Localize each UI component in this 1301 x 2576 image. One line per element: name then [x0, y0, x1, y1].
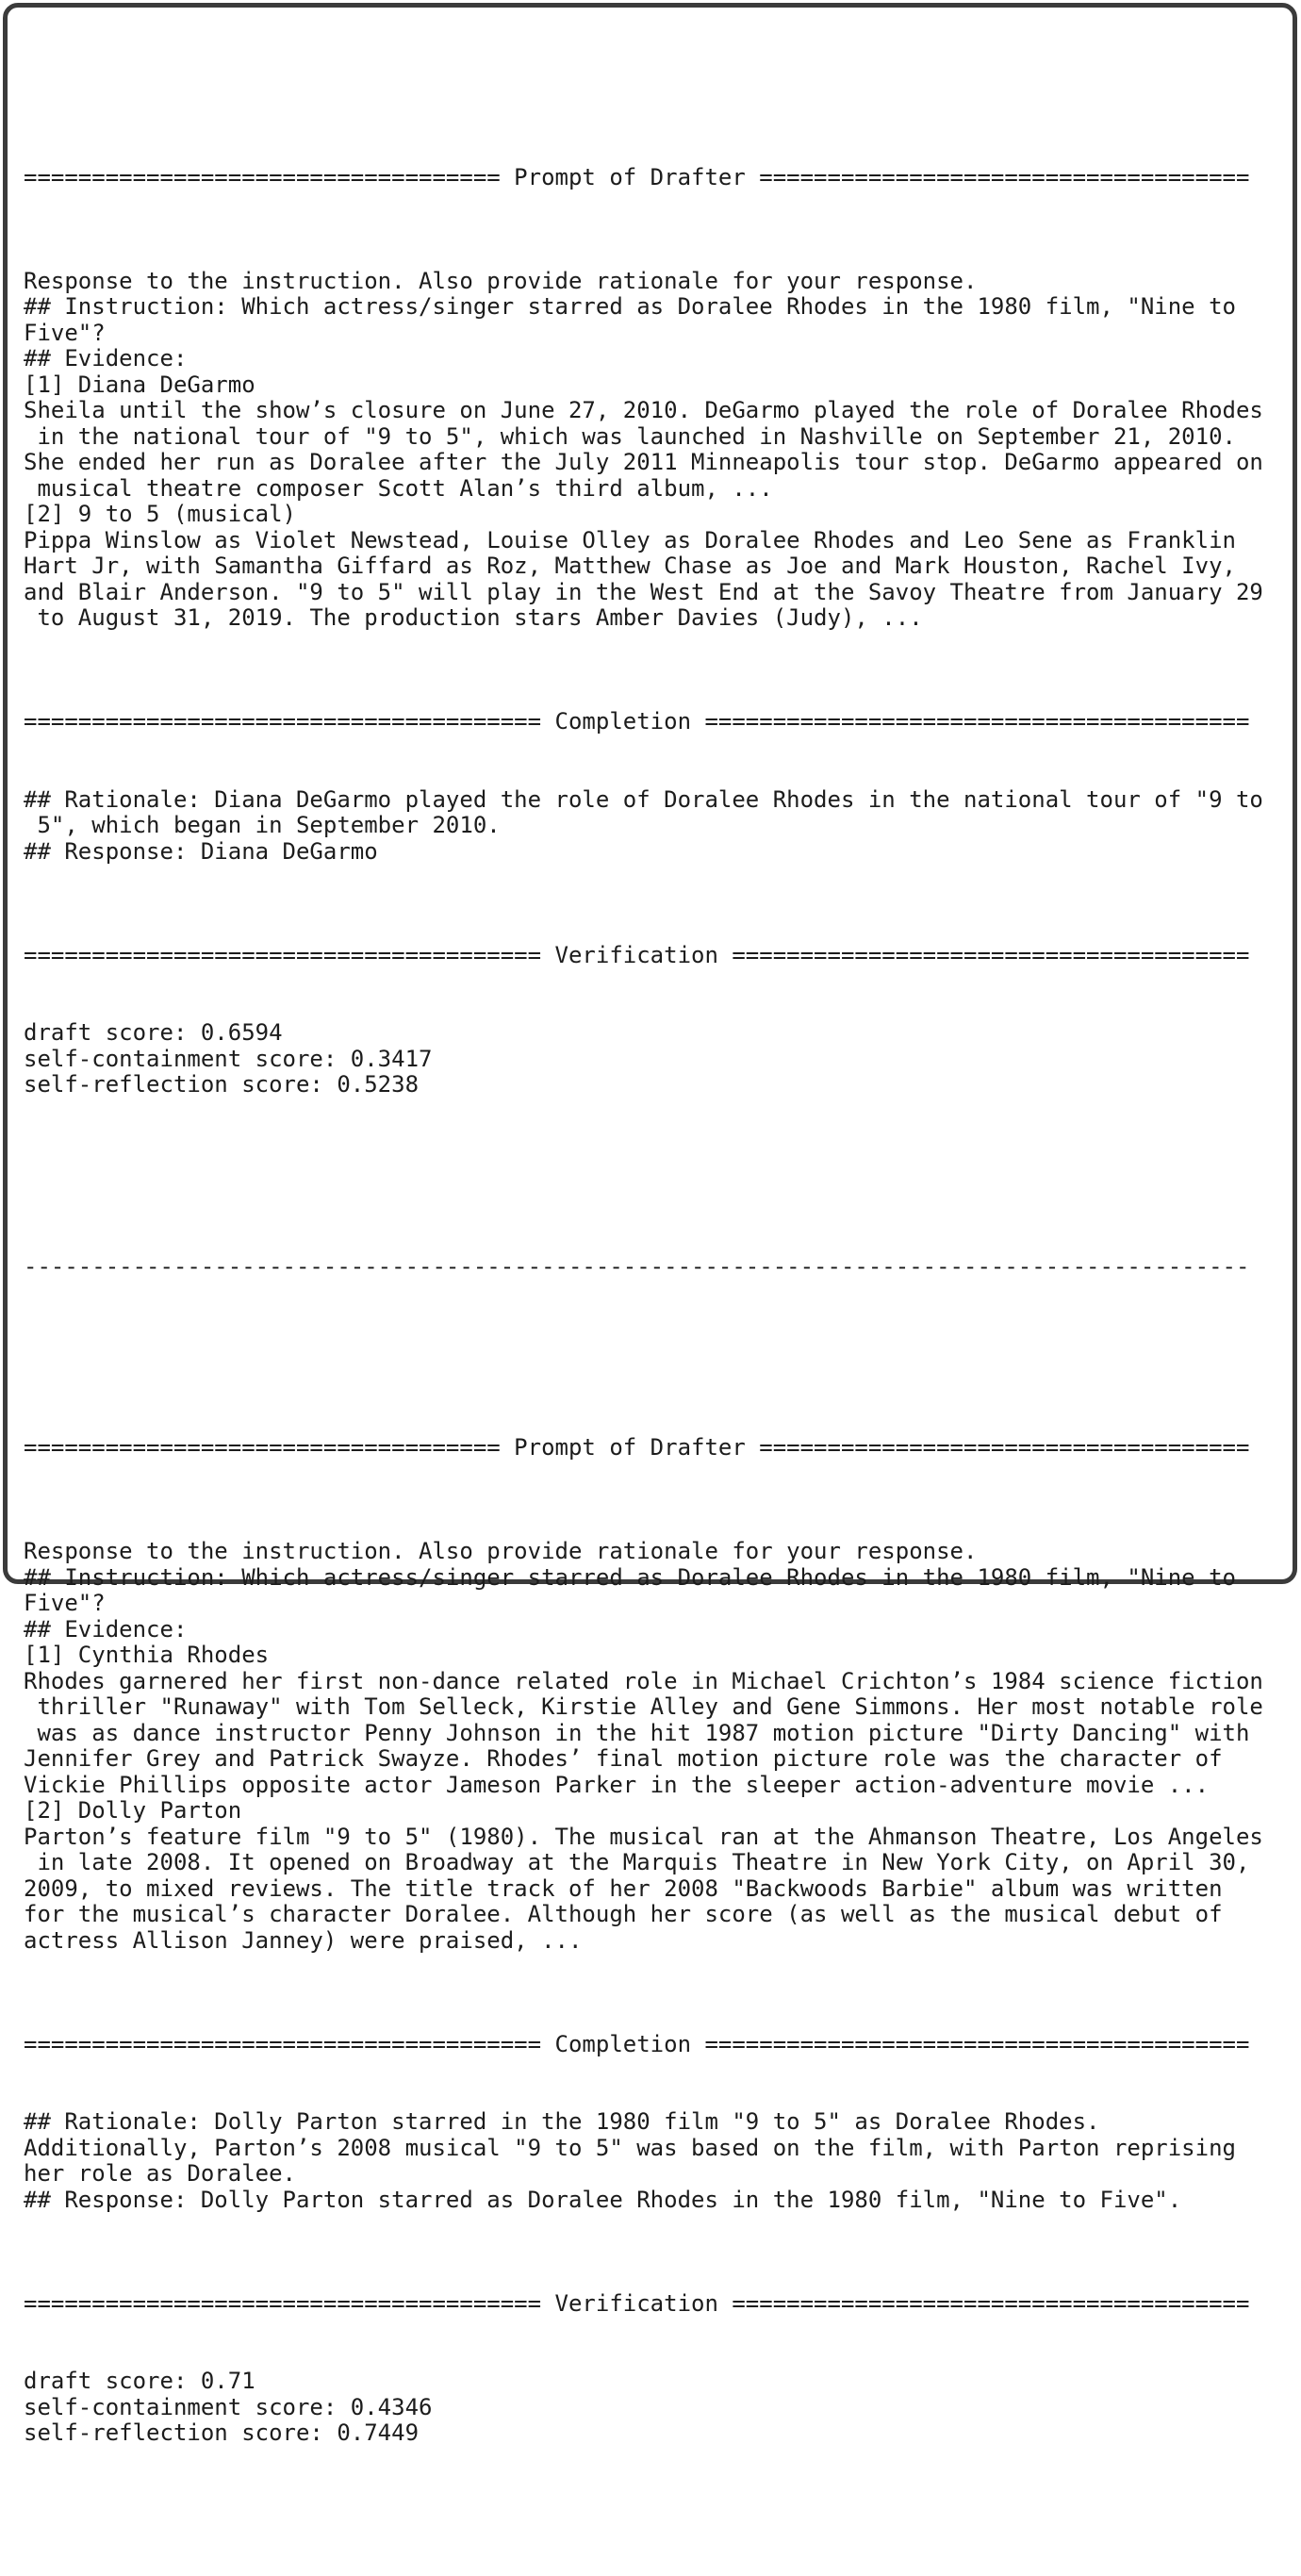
- text-line: self-reflection score: 0.5238: [24, 1071, 420, 1098]
- text-line: her role as Doralee.: [24, 2160, 296, 2187]
- text-line: musical theatre composer Scott Alan’s third album, ...: [24, 474, 773, 502]
- text-line: She ended her run as Doralee after the July 2011 Minneapolis tour stop. DeGarmo appeared on: [24, 449, 1263, 475]
- text-line: actress Allison Janney) were praised, ...: [24, 1926, 583, 1954]
- text-line: Pippa Winslow as Violet Newstead, Louise Olley as Doralee Rhodes and Leo Sene as Franklin: [24, 526, 1236, 553]
- text-line: was as dance instructor Penny Johnson in the hit 1987 motion picture "Dirty Dancing" with: [24, 1719, 1250, 1746]
- text-line: Five"?: [24, 319, 106, 346]
- text-line: ## Evidence:: [24, 345, 188, 372]
- prompt-of-drafter-header: =================================== Prompt of Drafter ====================================: [24, 1434, 1250, 1461]
- text-line: in the national tour of "9 to 5", which was launched in Nashville on September 21, 2010.: [24, 422, 1236, 450]
- text-line: [1] Cynthia Rhodes: [24, 1642, 270, 1668]
- text-line: self-containment score: 0.3417: [24, 1045, 433, 1072]
- text-line: Five"?: [24, 1590, 106, 1616]
- completion-header: ====================================== Completion ========================================: [24, 2030, 1250, 2057]
- text-line: ## Response: Diana DeGarmo: [24, 837, 378, 865]
- verification-scores: [24, 1020, 1285, 1098]
- text-line: ## Evidence:: [24, 1615, 188, 1643]
- text-line: ## Rationale: Diana DeGarmo played the role of Doralee Rhodes in the national tour of "9 to: [24, 785, 1263, 813]
- text-line: in late 2008. It opened on Broadway at the Marquis Theatre in New York City, on April 30,: [24, 1849, 1250, 1875]
- text-line: ## Rationale: Dolly Parton starred in the 1980 film "9 to 5" as Doralee Rhodes.: [24, 2108, 1100, 2135]
- drafter-log-document: [8, 8, 1293, 2576]
- text-line: for the musical’s character Doralee. Although her score (as well as the musical debut of: [24, 1901, 1223, 1927]
- text-line: thriller "Runaway" with Tom Selleck, Kirstie Alley and Gene Simmons. Her most notable role: [24, 1693, 1263, 1720]
- drafter-log-entry-1: [24, 113, 1285, 1150]
- completion-header: ====================================== Completion ========================================: [24, 708, 1250, 735]
- text-line: Additionally, Parton’s 2008 musical "9 to 5" was based on the film, with Parton reprising: [24, 2134, 1236, 2161]
- text-line: draft score: 0.71: [24, 2368, 255, 2394]
- verification-header: ====================================== Verification ======================================: [24, 941, 1250, 968]
- text-line: 5", which began in September 2010.: [24, 812, 501, 838]
- text-line: self-reflection score: 0.7449: [24, 2419, 420, 2446]
- text-line: ## Response: Dolly Parton starred as Doralee Rhodes in the 1980 film, "Nine to Five".: [24, 2186, 1182, 2213]
- completion-text: [24, 787, 1285, 866]
- text-line: Sheila until the show’s closure on June 27, 2010. DeGarmo played the role of Doralee Rhodes: [24, 397, 1263, 423]
- verification-scores: [24, 2369, 1285, 2447]
- text-line: Rhodes garnered her first non-dance related role in Michael Crichton’s 1984 science fiction: [24, 1667, 1263, 1694]
- prompt-text: [24, 269, 1285, 632]
- prompt-of-drafter-header: =================================== Prompt of Drafter ====================================: [24, 163, 1250, 190]
- text-line: [2] Dolly Parton: [24, 1797, 242, 1824]
- drafter-log-entry-2: [24, 1383, 1285, 2499]
- text-line: ## Instruction: Which actress/singer starred as Doralee Rhodes in the 1980 film, "Nine to: [24, 1563, 1236, 1591]
- text-line: ## Instruction: Which actress/singer starred as Doralee Rhodes in the 1980 film, "Nine to: [24, 293, 1236, 320]
- document-frame: [3, 3, 1297, 2446]
- text-line: draft score: 0.6594: [24, 1019, 283, 1046]
- entry-separator: ------------------------------------------------------------------------------------------: [24, 1252, 1250, 1280]
- text-line: self-containment score: 0.4346: [24, 2393, 433, 2420]
- text-line: Jennifer Grey and Patrick Swayze. Rhodes’ final motion picture role was the character of: [24, 1745, 1223, 1772]
- prompt-text: [24, 1539, 1285, 1954]
- verification-header: ====================================== Verification ======================================: [24, 2289, 1250, 2317]
- text-line: and Blair Anderson. "9 to 5" will play in the West End at the Savoy Theatre from January 29: [24, 578, 1263, 605]
- text-line: Response to the instruction. Also provide rationale for your response.: [24, 1538, 978, 1564]
- completion-text: [24, 2109, 1285, 2213]
- text-line: Parton’s feature film "9 to 5" (1980). The musical ran at the Ahmanson Theatre, Los Angeles: [24, 1823, 1263, 1850]
- text-line: Hart Jr, with Samantha Giffard as Roz, Matthew Chase as Joe and Mark Houston, Rachel Ivy,: [24, 553, 1236, 579]
- text-line: [2] 9 to 5 (musical): [24, 501, 296, 527]
- text-line: Vickie Phillips opposite actor Jameson Parker in the sleeper action-adventure movie ...: [24, 1771, 1210, 1798]
- text-line: [1] Diana DeGarmo: [24, 371, 255, 398]
- text-line: Response to the instruction. Also provide rationale for your response.: [24, 267, 978, 294]
- text-line: to August 31, 2019. The production stars Amber Davies (Judy), ...: [24, 604, 923, 631]
- text-line: 2009, to mixed reviews. The title track of her 2008 "Backwoods Barbie" album was written: [24, 1874, 1223, 1902]
